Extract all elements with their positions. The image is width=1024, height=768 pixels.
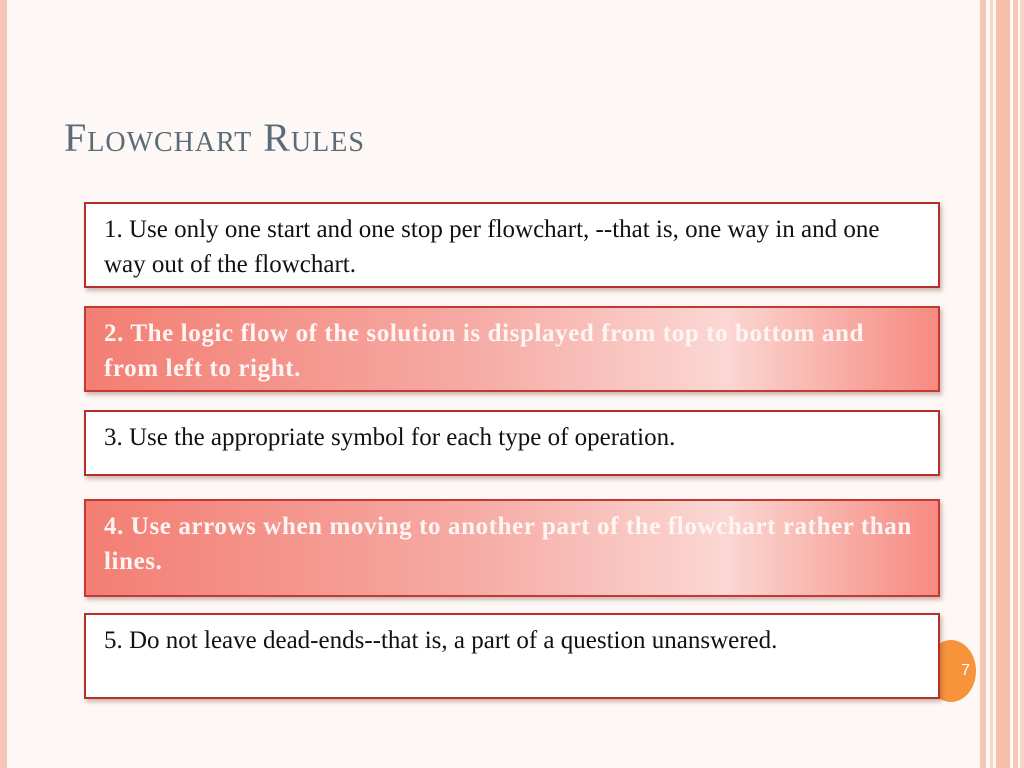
decorative-stripe: [996, 0, 1010, 768]
rule-box-4: 4. Use arrows when moving to another part of the flowchart rather than lines.: [84, 499, 940, 597]
rule-box-3: 3. Use the appropriate symbol for each type of operation.: [84, 410, 940, 476]
rule-box-1: 1. Use only one start and one stop per flowchart, --that is, one way in and one way out of the flowchart.: [84, 202, 940, 288]
slide-title: Flowchart Rules: [64, 115, 365, 160]
rule-box-5: 5. Do not leave dead-ends--that is, a part of a question unanswered.: [84, 613, 940, 699]
page-number-badge: 7: [926, 640, 976, 702]
rule-box-2: 2. The logic flow of the solution is displayed from top to bottom and from left to right.: [84, 306, 940, 392]
decorative-stripe: [990, 0, 993, 768]
decorative-stripe: [980, 0, 986, 768]
decorative-stripe: [1013, 0, 1018, 768]
decorative-stripe: [1020, 0, 1024, 768]
